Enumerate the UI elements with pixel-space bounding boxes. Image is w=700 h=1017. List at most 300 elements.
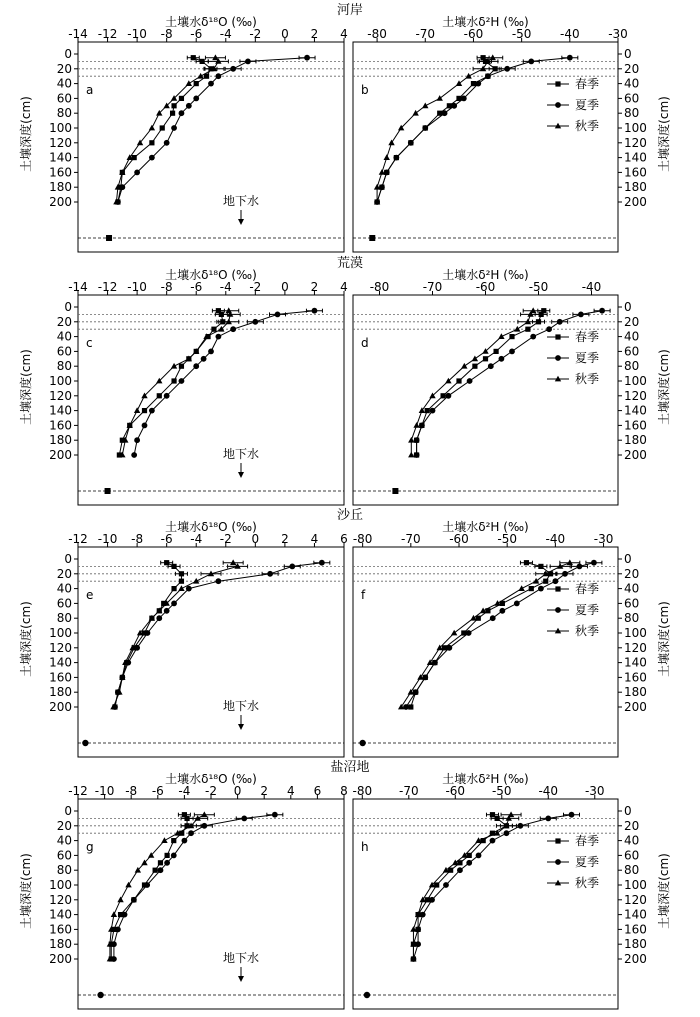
data-point bbox=[215, 578, 221, 584]
data-point bbox=[446, 393, 452, 399]
y-tick-label: 0 bbox=[624, 300, 632, 314]
panel-letter: h bbox=[361, 840, 369, 854]
x-tick-label: -14 bbox=[68, 280, 88, 294]
data-point bbox=[546, 326, 552, 332]
data-point bbox=[472, 356, 478, 362]
data-point bbox=[408, 140, 414, 146]
data-point bbox=[158, 867, 164, 873]
y-tick-label: 40 bbox=[624, 329, 640, 344]
x-tick-label: -4 bbox=[190, 532, 203, 546]
data-point bbox=[179, 571, 184, 576]
data-point bbox=[384, 154, 390, 160]
data-point bbox=[182, 838, 188, 844]
y-axis-title: 土壤深度(cm) bbox=[657, 601, 671, 677]
y-tick-label: 180 bbox=[49, 180, 72, 195]
y-tick-label: 0 bbox=[64, 552, 72, 566]
panel-b bbox=[353, 14, 671, 252]
y-tick-label: 140 bbox=[49, 655, 72, 670]
data-point bbox=[211, 327, 216, 332]
series-line bbox=[110, 815, 204, 959]
series-line bbox=[413, 815, 511, 959]
x-tick-label: 2 bbox=[310, 27, 319, 41]
x-axis-title: 土壤水δ²H (‰) bbox=[442, 520, 529, 534]
x-tick-label: -80 bbox=[367, 27, 387, 41]
y-tick-label: 100 bbox=[624, 121, 647, 135]
y-tick-label: 60 bbox=[624, 848, 640, 863]
data-point bbox=[393, 155, 399, 161]
data-point bbox=[165, 853, 170, 858]
y-axis-title: 土壤深度(cm) bbox=[657, 96, 671, 172]
x-tick-label: -60 bbox=[445, 784, 466, 798]
x-axis-title: 土壤水δ²H (‰) bbox=[442, 772, 529, 786]
data-point bbox=[499, 356, 505, 362]
y-tick-label: 40 bbox=[624, 76, 640, 91]
y-tick-label: 40 bbox=[56, 581, 72, 596]
y-tick-label: 140 bbox=[624, 150, 647, 165]
legend-label: 秋季 bbox=[575, 372, 600, 386]
data-point bbox=[524, 560, 529, 565]
data-point bbox=[578, 312, 584, 318]
x-axis-title: 土壤水δ¹⁸O (‰) bbox=[165, 772, 257, 786]
legend-label: 春季 bbox=[575, 582, 600, 596]
x-tick-label: 2 bbox=[281, 532, 289, 546]
panel-letter: g bbox=[86, 840, 94, 854]
x-tick-label: -70 bbox=[401, 532, 421, 546]
data-point bbox=[142, 408, 147, 413]
data-point bbox=[538, 586, 544, 592]
x-tick-label: -60 bbox=[449, 532, 469, 546]
data-point bbox=[441, 393, 446, 398]
data-point bbox=[472, 364, 477, 369]
data-point bbox=[429, 897, 435, 903]
y-tick-label: 180 bbox=[49, 937, 72, 952]
data-point bbox=[186, 103, 192, 109]
y-tick-label: 200 bbox=[624, 700, 647, 714]
data-point bbox=[466, 630, 472, 636]
data-point bbox=[569, 812, 575, 818]
y-tick-label: 120 bbox=[624, 640, 647, 655]
legend-label: 秋季 bbox=[575, 624, 600, 638]
panel-g bbox=[18, 771, 348, 1009]
y-tick-label: 200 bbox=[49, 448, 72, 462]
groundwater-label: 地下水 bbox=[222, 447, 260, 461]
x-axis-title: 土壤水δ²H (‰) bbox=[442, 15, 529, 29]
data-point bbox=[178, 585, 184, 591]
plot-frame bbox=[353, 547, 618, 757]
x-tick-label: 4 bbox=[340, 27, 348, 41]
x-tick-label: -60 bbox=[475, 280, 496, 294]
data-point bbox=[208, 81, 214, 87]
data-point bbox=[131, 897, 137, 903]
x-tick-label: 6 bbox=[313, 784, 322, 798]
data-point bbox=[149, 408, 155, 414]
data-point bbox=[245, 59, 251, 65]
y-tick-label: 160 bbox=[624, 670, 647, 685]
y-tick-label: 20 bbox=[56, 566, 72, 581]
data-point bbox=[252, 319, 258, 325]
x-tick-label: -60 bbox=[463, 27, 484, 41]
x-tick-label: -50 bbox=[511, 27, 532, 41]
data-point bbox=[451, 103, 457, 109]
data-point bbox=[171, 564, 176, 569]
site-title: 河岸 bbox=[336, 3, 364, 18]
y-tick-label: 80 bbox=[624, 611, 640, 626]
data-point bbox=[179, 110, 185, 116]
y-tick-label: 100 bbox=[624, 374, 647, 388]
legend-label: 夏季 bbox=[575, 98, 600, 112]
series-line bbox=[417, 311, 544, 455]
legend-label: 夏季 bbox=[575, 603, 600, 617]
series-line bbox=[118, 58, 307, 202]
data-point bbox=[408, 452, 414, 458]
data-point bbox=[490, 838, 496, 844]
plot-frame bbox=[353, 42, 618, 252]
data-point bbox=[164, 860, 170, 866]
data-point bbox=[514, 326, 520, 332]
x-axis-title: 土壤水δ²H (‰) bbox=[442, 268, 529, 282]
y-tick-label: 200 bbox=[624, 952, 647, 966]
y-tick-label: 200 bbox=[49, 700, 72, 714]
data-point bbox=[193, 578, 199, 584]
data-point bbox=[498, 333, 504, 339]
data-point bbox=[465, 73, 471, 79]
series-line bbox=[116, 58, 218, 202]
data-point bbox=[456, 378, 461, 383]
y-tick-label: 0 bbox=[624, 552, 632, 566]
data-point bbox=[509, 334, 514, 339]
y-tick-label: 120 bbox=[624, 388, 647, 403]
legend-marker bbox=[555, 81, 560, 86]
x-tick-label: -50 bbox=[528, 280, 549, 294]
data-point bbox=[193, 363, 199, 369]
y-tick-label: 140 bbox=[49, 150, 72, 165]
x-tick-label: 0 bbox=[281, 27, 289, 41]
x-tick-label: -6 bbox=[151, 784, 164, 798]
data-point bbox=[188, 830, 194, 836]
x-tick-label: -6 bbox=[160, 532, 173, 546]
y-tick-label: 20 bbox=[624, 61, 640, 76]
y-tick-label: 60 bbox=[56, 848, 72, 863]
groundwater-arrow-head bbox=[238, 219, 244, 225]
y-tick-label: 200 bbox=[624, 195, 647, 209]
y-tick-label: 20 bbox=[624, 818, 640, 833]
site-title: 盐沼地 bbox=[330, 760, 370, 775]
y-tick-label: 140 bbox=[624, 907, 647, 922]
y-tick-label: 80 bbox=[624, 359, 640, 374]
y-axis-title: 土壤深度(cm) bbox=[19, 349, 33, 425]
data-point bbox=[562, 571, 568, 577]
x-tick-label: -80 bbox=[352, 532, 373, 546]
legend-label: 夏季 bbox=[575, 855, 600, 869]
data-point bbox=[408, 437, 414, 443]
y-tick-label: 160 bbox=[49, 418, 72, 433]
data-point bbox=[443, 882, 449, 888]
plot-frame bbox=[353, 799, 618, 1009]
x-tick-label: 4 bbox=[310, 532, 319, 546]
data-point bbox=[122, 912, 128, 918]
data-point bbox=[186, 80, 192, 86]
y-tick-label: 180 bbox=[624, 180, 647, 195]
data-point bbox=[111, 911, 117, 917]
x-tick-label: -10 bbox=[94, 784, 115, 798]
data-point bbox=[488, 363, 494, 369]
data-point bbox=[267, 571, 273, 577]
panel-letter: b bbox=[361, 83, 369, 97]
groundwater-point bbox=[106, 235, 112, 241]
x-tick-label: -40 bbox=[538, 784, 559, 798]
data-point bbox=[145, 630, 151, 636]
groundwater-point bbox=[97, 992, 103, 998]
plot-frame bbox=[78, 295, 344, 505]
x-tick-label: 0 bbox=[233, 784, 242, 798]
y-tick-label: 80 bbox=[56, 359, 72, 374]
groundwater-point bbox=[364, 992, 370, 998]
data-point bbox=[134, 170, 140, 176]
data-point bbox=[422, 125, 428, 131]
x-tick-label: 6 bbox=[340, 532, 348, 546]
groundwater-point bbox=[392, 488, 398, 494]
x-tick-label: -50 bbox=[491, 784, 512, 798]
data-point bbox=[179, 364, 184, 369]
series-line bbox=[401, 563, 570, 707]
x-tick-label: 2 bbox=[310, 280, 319, 294]
legend-label: 夏季 bbox=[575, 351, 600, 365]
data-point bbox=[529, 586, 534, 591]
y-tick-label: 60 bbox=[624, 596, 640, 611]
data-point bbox=[171, 838, 176, 843]
data-point bbox=[476, 853, 482, 859]
groundwater-point bbox=[105, 488, 111, 494]
y-tick-label: 20 bbox=[56, 61, 72, 76]
data-point bbox=[149, 140, 154, 145]
y-tick-label: 180 bbox=[49, 433, 72, 448]
y-tick-label: 60 bbox=[624, 344, 640, 359]
data-point bbox=[456, 80, 462, 86]
data-point bbox=[412, 110, 418, 116]
panel-e bbox=[18, 519, 348, 757]
y-tick-label: 120 bbox=[49, 388, 72, 403]
panel-letter: f bbox=[361, 588, 366, 602]
x-tick-label: -70 bbox=[422, 280, 443, 294]
y-tick-label: 40 bbox=[624, 833, 640, 848]
panel-letter: a bbox=[86, 83, 94, 97]
y-tick-label: 160 bbox=[49, 670, 72, 685]
data-point bbox=[117, 897, 123, 903]
y-tick-label: 60 bbox=[56, 344, 72, 359]
x-tick-label: -2 bbox=[249, 280, 262, 294]
panel-a bbox=[18, 14, 348, 252]
legend-marker bbox=[555, 859, 561, 865]
x-axis-title: 土壤水δ¹⁸O (‰) bbox=[165, 15, 257, 29]
data-point bbox=[161, 837, 167, 843]
data-point bbox=[419, 423, 425, 429]
data-point bbox=[160, 125, 165, 130]
x-tick-label: -12 bbox=[68, 532, 88, 546]
x-tick-label: -12 bbox=[68, 784, 88, 798]
y-tick-label: 180 bbox=[624, 685, 647, 700]
data-point bbox=[164, 140, 170, 146]
data-point bbox=[171, 378, 176, 383]
data-point bbox=[171, 125, 177, 131]
x-tick-label: -80 bbox=[352, 784, 373, 798]
data-point bbox=[471, 81, 476, 86]
y-tick-label: 160 bbox=[49, 922, 72, 937]
data-point bbox=[215, 73, 221, 79]
data-point bbox=[408, 704, 413, 709]
legend-marker bbox=[555, 355, 561, 361]
legend-label: 秋季 bbox=[575, 876, 600, 890]
data-point bbox=[545, 816, 551, 822]
y-tick-label: 180 bbox=[624, 433, 647, 448]
y-axis-title: 土壤深度(cm) bbox=[657, 853, 671, 929]
data-point bbox=[437, 95, 443, 101]
data-point bbox=[504, 66, 510, 72]
data-point bbox=[164, 608, 170, 614]
data-point bbox=[289, 564, 295, 570]
data-point bbox=[164, 560, 169, 565]
y-tick-label: 100 bbox=[49, 626, 72, 640]
y-tick-label: 140 bbox=[49, 907, 72, 922]
x-tick-label: -8 bbox=[160, 280, 173, 294]
data-point bbox=[552, 578, 558, 584]
y-tick-label: 200 bbox=[624, 448, 647, 462]
y-tick-label: 80 bbox=[624, 863, 640, 878]
x-tick-label: -30 bbox=[593, 532, 614, 546]
x-axis-title: 土壤水δ¹⁸O (‰) bbox=[165, 520, 257, 534]
panel-letter: c bbox=[86, 336, 93, 350]
data-point bbox=[171, 363, 177, 369]
x-tick-label: -2 bbox=[205, 784, 217, 798]
legend-marker bbox=[555, 838, 560, 843]
data-point bbox=[466, 860, 472, 866]
y-tick-label: 0 bbox=[624, 47, 632, 61]
data-point bbox=[144, 882, 150, 888]
y-tick-label: 60 bbox=[56, 91, 72, 106]
panel-letter: d bbox=[361, 336, 369, 350]
series-line bbox=[113, 563, 237, 707]
x-tick-label: -70 bbox=[398, 784, 419, 798]
data-point bbox=[422, 103, 428, 109]
groundwater-label: 地下水 bbox=[222, 699, 260, 713]
y-tick-label: 100 bbox=[49, 374, 72, 388]
data-point bbox=[149, 155, 155, 161]
data-point bbox=[457, 867, 463, 873]
data-point bbox=[157, 393, 162, 398]
y-tick-label: 40 bbox=[56, 833, 72, 848]
y-tick-label: 20 bbox=[624, 566, 640, 581]
data-point bbox=[414, 452, 420, 458]
legend-marker bbox=[555, 334, 560, 339]
data-point bbox=[230, 66, 236, 72]
series-line bbox=[377, 58, 570, 202]
data-point bbox=[304, 55, 310, 61]
y-tick-label: 180 bbox=[49, 685, 72, 700]
y-tick-label: 120 bbox=[49, 135, 72, 150]
groundwater-arrow-head bbox=[238, 472, 244, 478]
data-point bbox=[201, 823, 207, 829]
y-tick-label: 40 bbox=[56, 329, 72, 344]
data-point bbox=[504, 830, 510, 836]
series-line bbox=[411, 311, 533, 455]
site-title: 荒漠 bbox=[336, 256, 364, 271]
data-point bbox=[164, 393, 170, 399]
y-tick-label: 20 bbox=[56, 314, 72, 329]
data-point bbox=[518, 585, 524, 591]
x-tick-label: -6 bbox=[190, 280, 203, 294]
y-axis-title: 土壤深度(cm) bbox=[19, 601, 33, 677]
x-tick-label: -80 bbox=[369, 280, 390, 294]
data-point bbox=[186, 586, 192, 592]
panel-f bbox=[353, 519, 671, 757]
legend-label: 春季 bbox=[575, 77, 600, 91]
x-tick-label: -40 bbox=[581, 280, 602, 294]
y-tick-label: 200 bbox=[49, 952, 72, 966]
y-axis-title: 土壤深度(cm) bbox=[19, 96, 33, 172]
groundwater-arrow-head bbox=[238, 976, 244, 982]
data-point bbox=[131, 452, 137, 458]
data-point bbox=[490, 615, 496, 621]
y-tick-label: 160 bbox=[49, 165, 72, 180]
data-point bbox=[517, 823, 523, 829]
data-point bbox=[179, 579, 184, 584]
data-point bbox=[485, 73, 491, 79]
data-point bbox=[125, 882, 131, 888]
data-point bbox=[197, 73, 203, 79]
data-point bbox=[208, 349, 214, 355]
plot-frame bbox=[78, 799, 344, 1009]
x-tick-label: -14 bbox=[68, 27, 88, 41]
y-tick-label: 80 bbox=[56, 106, 72, 121]
x-tick-label: -4 bbox=[219, 27, 232, 41]
x-tick-label: -2 bbox=[249, 27, 262, 41]
data-point bbox=[191, 55, 196, 60]
data-point bbox=[319, 560, 325, 566]
y-tick-label: 180 bbox=[624, 937, 647, 952]
data-point bbox=[475, 81, 481, 87]
data-point bbox=[446, 645, 452, 651]
x-tick-label: -12 bbox=[97, 280, 118, 294]
y-tick-label: 160 bbox=[624, 418, 647, 433]
y-tick-label: 60 bbox=[624, 91, 640, 106]
x-tick-label: 0 bbox=[251, 532, 260, 546]
legend-label: 春季 bbox=[575, 330, 600, 344]
y-tick-label: 20 bbox=[624, 314, 640, 329]
data-point bbox=[509, 349, 515, 355]
data-point bbox=[171, 103, 176, 108]
data-point bbox=[557, 319, 563, 325]
data-point bbox=[525, 327, 530, 332]
data-point bbox=[591, 560, 597, 566]
y-tick-label: 40 bbox=[56, 76, 72, 91]
site-title: 沙丘 bbox=[336, 508, 364, 523]
data-point bbox=[179, 96, 184, 101]
panel-c bbox=[18, 267, 348, 505]
y-axis-title: 土壤深度(cm) bbox=[657, 349, 671, 425]
series-line bbox=[406, 563, 594, 707]
data-point bbox=[530, 334, 536, 340]
data-point bbox=[442, 110, 448, 116]
y-tick-label: 140 bbox=[624, 655, 647, 670]
y-tick-label: 160 bbox=[624, 165, 647, 180]
data-point bbox=[171, 601, 177, 607]
data-point bbox=[179, 378, 185, 384]
x-tick-label: 0 bbox=[281, 280, 289, 294]
x-tick-label: -40 bbox=[545, 532, 566, 546]
y-tick-label: 140 bbox=[624, 403, 647, 418]
series-line bbox=[114, 815, 275, 959]
panel-letter: e bbox=[86, 588, 94, 602]
x-tick-label: -12 bbox=[97, 27, 118, 41]
